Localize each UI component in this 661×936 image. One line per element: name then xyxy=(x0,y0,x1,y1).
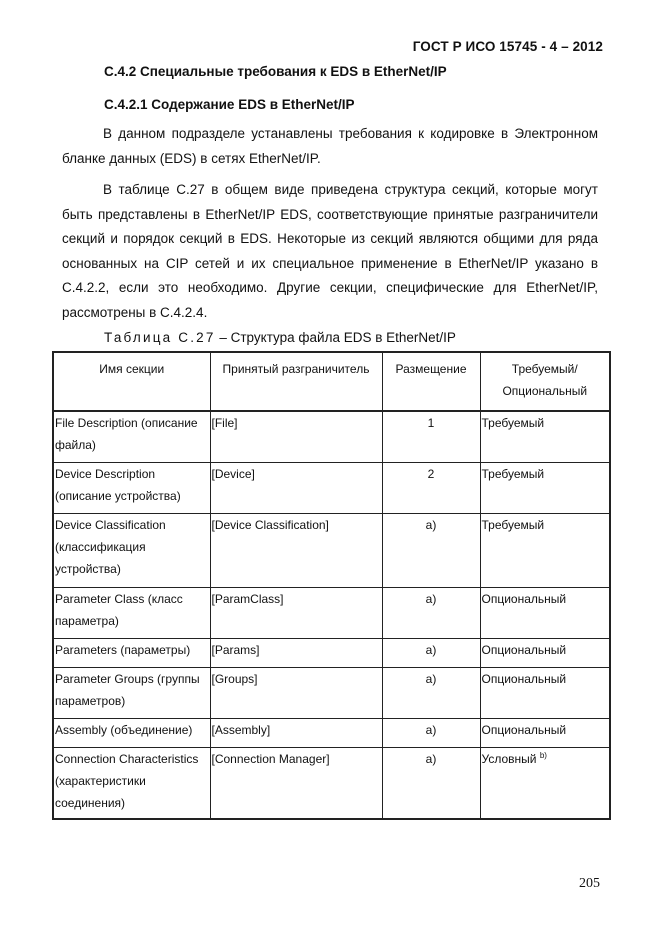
cell-requirement xyxy=(480,747,610,819)
cell-section-name: Device Classification (классификация устройства) xyxy=(53,513,210,587)
cell-delimiter: [ParamClass] xyxy=(210,587,382,638)
cell-placement: а) xyxy=(382,747,480,819)
cell-section-name: Assembly (объединение) xyxy=(53,718,210,747)
subsection-heading: C.4.2.1 Содержание EDS в EtherNet/IP xyxy=(104,97,355,112)
header-required-optional: Требуемый/ Опциональный xyxy=(480,352,610,411)
cell-section-name: Parameters (параметры) xyxy=(53,638,210,667)
table-row xyxy=(53,462,610,513)
structure-paragraph: В таблице С.27 в общем виде приведена структура секций, которые могут быть представлены в EtherNet/IP EDS, соответствующие принятые разграничители секций и порядок секций в EDS. Некоторые из секций являются общими для ряда основанных на CIP сетей и их специальное применение в EtherNet/IP указано в С.4.2.2, если это необходимо. Другие секции, специфические для EtherNet/IP, рассмотрены в С.4.2.4. xyxy=(62,182,598,320)
cell-delimiter: [Params] xyxy=(210,638,382,667)
eds-structure-table xyxy=(52,351,611,820)
table-header-row xyxy=(53,352,610,411)
cell-placement: а) xyxy=(382,513,480,587)
cell-delimiter: [Assembly] xyxy=(210,718,382,747)
footnote-marker: b) xyxy=(539,750,547,760)
table-row xyxy=(53,718,610,747)
section-heading: C.4.2 Специальные требования к EDS в EtherNet/IP xyxy=(104,64,447,79)
cell-delimiter: [File] xyxy=(210,411,382,462)
page-number: 205 xyxy=(579,876,600,891)
cell-section-name: Parameter Groups (группы параметров) xyxy=(53,667,210,718)
cell-requirement: Требуемый xyxy=(480,462,610,513)
table-row xyxy=(53,638,610,667)
cell-delimiter: [Device Classification] xyxy=(210,513,382,587)
cell-delimiter: [Connection Manager] xyxy=(210,747,382,819)
intro-paragraph: В данном подразделе устанавлены требования к кодировке в Электронном бланке данных (EDS) в сетях EtherNet/IP. xyxy=(62,126,598,166)
table-row xyxy=(53,513,610,587)
cell-placement: 1 xyxy=(382,411,480,462)
table-row xyxy=(53,587,610,638)
cell-placement: а) xyxy=(382,667,480,718)
cell-section-name: File Description (описание файла) xyxy=(53,411,210,462)
table-row xyxy=(53,747,610,819)
cell-section-name: Device Description (описание устройства) xyxy=(53,462,210,513)
table-caption-text: – Структура файла EDS в EtherNet/IP xyxy=(215,330,456,345)
table-row xyxy=(53,411,610,462)
cell-requirement: Опциональный xyxy=(480,667,610,718)
header-delimiter: Принятый разграничитель xyxy=(210,352,382,411)
cell-section-name: Parameter Class (класс параметра) xyxy=(53,587,210,638)
cell-placement: а) xyxy=(382,718,480,747)
cell-placement: а) xyxy=(382,587,480,638)
cell-section-name: Connection Characteristics (характеристики соединения) xyxy=(53,747,210,819)
cell-requirement: Требуемый xyxy=(480,411,610,462)
header-placement: Размещение xyxy=(382,352,480,411)
table-caption xyxy=(104,330,456,345)
cell-requirement: Опциональный xyxy=(480,718,610,747)
document-code: ГОСТ Р ИСО 15745 - 4 – 2012 xyxy=(412,39,603,54)
cell-requirement: Опциональный xyxy=(480,587,610,638)
cell-placement: 2 xyxy=(382,462,480,513)
cell-requirement: Требуемый xyxy=(480,513,610,587)
header-section-name: Имя секции xyxy=(53,352,210,411)
cell-requirement: Опциональный xyxy=(480,638,610,667)
cell-delimiter: [Device] xyxy=(210,462,382,513)
table-caption-label: Таблица С.27 xyxy=(104,330,216,345)
requirement-text: Условный xyxy=(481,751,537,766)
cell-delimiter: [Groups] xyxy=(210,667,382,718)
table-row xyxy=(53,667,610,718)
cell-placement: а) xyxy=(382,638,480,667)
